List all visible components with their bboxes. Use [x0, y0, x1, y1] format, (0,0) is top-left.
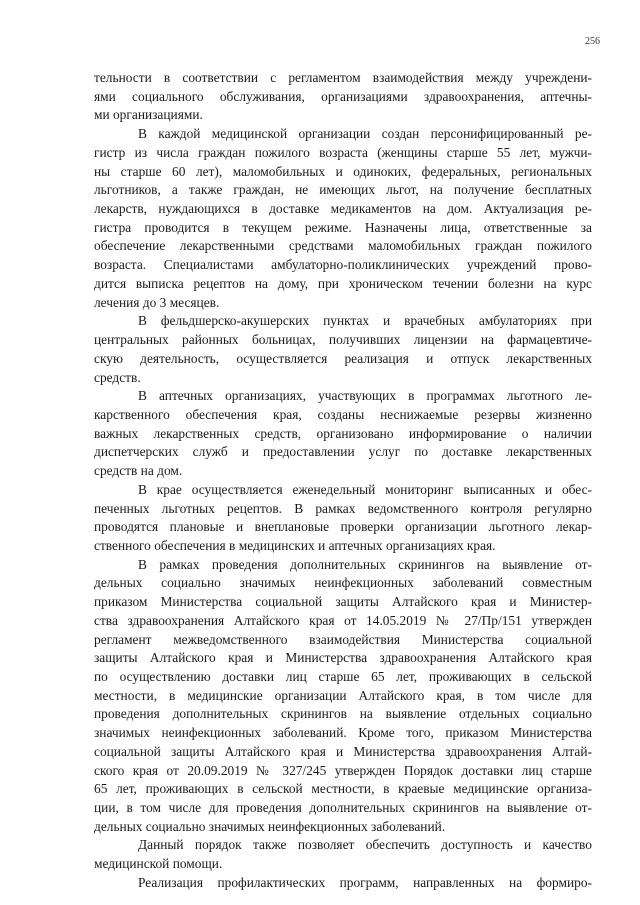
text-line: ского края от 20.09.2019 № 327/245 утвержден Порядок доставки лиц старше: [94, 762, 592, 778]
text-line: проведения дополнительных скринингов на выявление отдельных социально: [94, 706, 592, 722]
text-line: медицинской помощи.: [94, 856, 223, 872]
text-line: В рамках проведения дополнительных скринингов на выявление от-: [138, 556, 592, 572]
text-line: возраста. Специалистами амбулаторно-поликлинических учреждений прово-: [94, 257, 592, 273]
text-line: В фельдшерско-акушерских пунктах и врачебных амбулаториях при: [138, 313, 592, 329]
text-line: Реализация профилактических программ, направленных на формиро-: [138, 874, 592, 890]
text-line: обеспечение лекарственными средствами маломобильных граждан пожилого: [94, 238, 592, 254]
text-line: ми организациями.: [94, 107, 203, 123]
text-line: дельных социально значимых неинфекционных заболеваний совместным: [94, 575, 592, 591]
text-line: карственного обеспечения края, созданы неснижаемые резервы жизненно: [94, 406, 592, 422]
paragraph: [94, 874, 592, 893]
text-line: ны старше 60 лет), маломобильных и одиноких, федеральных, региональных: [94, 163, 592, 179]
text-line: В крае осуществляется еженедельный мониторинг выписанных и обес-: [138, 481, 592, 497]
text-line: скую деятельность, осуществляется реализация и отпуск лекарственных: [94, 350, 592, 366]
text-line: лечения до 3 месяцев.: [94, 294, 220, 310]
paragraph: [94, 481, 592, 556]
text-line: важных лекарственных средств, организовано информирование о наличии: [94, 425, 592, 441]
text-line: гистра проводится в текущем режиме. Назначены лица, ответственные за: [94, 219, 592, 235]
text-line: гистр из числа граждан пожилого возраста (женщины старше 55 лет, мужчи-: [94, 144, 592, 160]
paragraph: [94, 69, 592, 125]
paragraph: [94, 556, 592, 837]
text-line: ями социального обслуживания, организациями здравоохранения, аптечны-: [94, 88, 592, 104]
text-line: значимых неинфекционных заболеваний. Кроме того, приказом Министерства: [94, 725, 592, 741]
text-line: по осуществлению доставки лиц старше 65 лет, проживающих в сельской: [94, 669, 592, 684]
text-line: центральных районных больницах, получивших лицензии на фармацевтиче-: [94, 332, 592, 348]
paragraph: [94, 387, 592, 481]
document-body: [94, 69, 592, 893]
text-line: средств на дом.: [94, 463, 183, 479]
text-line: дельных социально значимых неинфекционных заболеваний.: [94, 818, 446, 834]
paragraph: [94, 312, 592, 387]
text-line: проводятся плановые и внеплановые проверки организации льготного лекар-: [94, 519, 592, 535]
text-line: диспетчерских служб и предоставлении услуг по доставке лекарственных: [94, 444, 592, 460]
text-line: В аптечных организациях, участвующих в программах льготного ле-: [138, 388, 592, 404]
text-line: Данный порядок также позволяет обеспечить доступность и качество: [138, 837, 592, 853]
text-line: регламент межведомственного взаимодействия Министерства социальной: [94, 631, 592, 647]
paragraph: [94, 836, 592, 873]
text-line: 65 лет, проживающих в сельской местности, в краевые медицинские организа-: [94, 781, 592, 797]
text-line: местности, в медицинские организации Алтайского края, в том числе для: [94, 687, 592, 703]
text-line: приказом Министерства социальной защиты Алтайского края и Министер-: [94, 594, 592, 610]
text-line: ства здравоохранения Алтайского края от 14.05.2019 № 27/Пр/151 утвержден: [94, 612, 592, 628]
paragraph: [94, 125, 592, 312]
text-line: социальной защиты Алтайского края и Министерства здравоохранения Алтай-: [94, 743, 592, 759]
text-line: льготников, а также граждан, не имеющих льгот, на получение бесплатных: [94, 182, 592, 198]
text-line: ции, в том числе для проведения дополнительных скринингов на выявление от-: [94, 800, 592, 816]
page-number: 256: [585, 36, 600, 47]
text-line: печенных льготных рецептов. В рамках ведомственного контроля регулярно: [94, 500, 592, 516]
text-line: защиты Алтайского края и Министерства здравоохранения Алтайского края: [94, 650, 592, 666]
text-line: средств.: [94, 369, 141, 385]
text-line: тельности в соответствии с регламентом взаимодействия между учреждени-: [94, 70, 592, 85]
text-line: дится выписка рецептов на дому, при хроническом течении болезни на курс: [94, 275, 592, 291]
text-line: В каждой медицинской организации создан персонифицированный ре-: [138, 126, 592, 142]
text-line: ственного обеспечения в медицинских и аптечных организациях края.: [94, 537, 496, 553]
text-line: лекарств, нуждающихся в доставке медикаментов на дом. Актуализация ре-: [94, 201, 592, 217]
